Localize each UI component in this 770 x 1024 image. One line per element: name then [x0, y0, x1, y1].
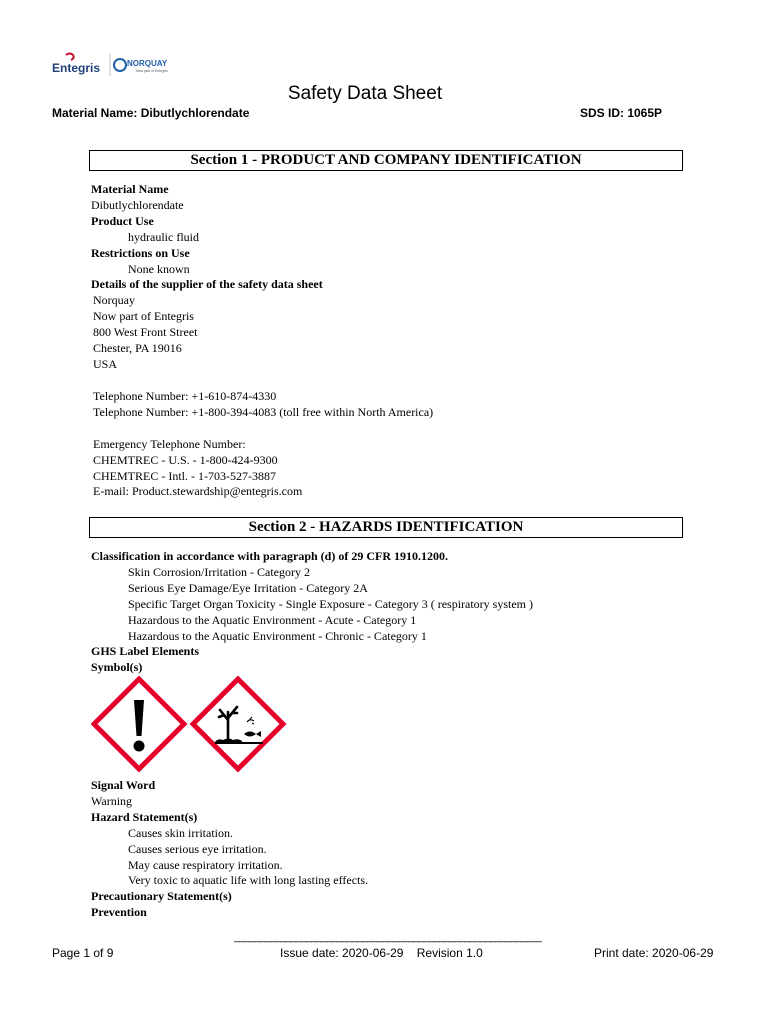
company-logos — [52, 52, 192, 78]
emergency-line: CHEMTREC - Intl. - 1-703-527-3887 — [93, 468, 276, 483]
ghs-pictograms — [91, 676, 291, 776]
telephone-line: Telephone Number: +1-610-874-4330 — [93, 388, 277, 403]
email-line: E-mail: Product.stewardship@entegris.com — [93, 484, 303, 499]
classification-label: Classification in accordance with paragraph (d) of 29 CFR 1910.1200. — [91, 549, 448, 563]
entegris-logo-text: Entegris — [52, 61, 101, 75]
footer-rule: ____________________________________________________________ — [233, 931, 542, 943]
exclamation-mark-icon — [94, 679, 184, 769]
issue-date: Issue date: 2020-06-29 Revision 1.0 — [280, 946, 483, 960]
emergency-line: Emergency Telephone Number: — [93, 436, 246, 451]
entegris-norquay-logo — [52, 52, 192, 78]
classification-item: Hazardous to the Aquatic Environment - Acute - Category 1 — [128, 612, 417, 627]
classification-item: Hazardous to the Aquatic Environment - Chronic - Category 1 — [128, 628, 427, 643]
prevention-label: Prevention — [91, 905, 147, 920]
section-1-title: Section 1 - PRODUCT AND COMPANY IDENTIFICATION — [89, 150, 683, 171]
material-name-header: Material Name: Dibutlychlorendate — [52, 106, 250, 120]
emergency-line: CHEMTREC - U.S. - 1-800-424-9300 — [93, 452, 278, 467]
address-line: 800 West Front Street — [93, 325, 198, 340]
hazard-statement: Causes skin irritation. — [128, 825, 233, 840]
product-use-value: hydraulic fluid — [128, 229, 199, 244]
print-date: Print date: 2020-06-29 — [594, 946, 714, 960]
section-2-classification — [91, 549, 533, 676]
ghs-label: GHS Label Elements — [91, 644, 200, 659]
hazard-statement: Causes serious eye irritation. — [128, 841, 267, 856]
signal-word-value: Warning — [91, 793, 133, 808]
restrictions-label: Restrictions on Use — [91, 245, 190, 260]
address-line: Now part of Entegris — [93, 309, 194, 324]
sds-id: SDS ID: 1065P — [580, 106, 663, 120]
supplier-label: Details of the supplier of the safety data sheet — [91, 277, 323, 292]
product-use-label: Product Use — [91, 213, 154, 228]
material-name-label: Material Name — [91, 182, 169, 196]
signal-word-label: Signal Word — [91, 778, 156, 792]
section-2-title: Section 2 - HAZARDS IDENTIFICATION — [89, 517, 683, 538]
address-line: Norquay — [93, 293, 135, 308]
telephone-line: Telephone Number: +1-800-394-4083 (toll free within North America) — [93, 404, 434, 419]
precautionary-label: Precautionary Statement(s) — [91, 889, 232, 904]
hazard-statements-label: Hazard Statement(s) — [91, 809, 198, 824]
norquay-logo-text: NORQUAY — [127, 59, 168, 68]
document-title: Safety Data Sheet — [287, 83, 443, 104]
classification-item: Skin Corrosion/Irritation - Category 2 — [128, 564, 310, 579]
hazard-statement: Very toxic to aquatic life with long lasting effects. — [128, 873, 369, 888]
restrictions-value: None known — [128, 261, 190, 276]
environment-icon — [193, 679, 283, 769]
classification-item: Serious Eye Damage/Eye Irritation - Category 2A — [128, 580, 368, 595]
address-line: Chester, PA 19016 — [93, 341, 182, 356]
section-2-label-elements — [91, 778, 368, 921]
section-1-body — [91, 182, 433, 500]
page-number: Page 1 of 9 — [52, 946, 114, 960]
material-name-value: Dibutlychlorendate — [91, 197, 184, 212]
symbols-label: Symbol(s) — [91, 660, 143, 675]
hazard-statement: May cause respiratory irritation. — [128, 857, 283, 872]
address-line: USA — [93, 356, 118, 371]
classification-item: Specific Target Organ Toxicity - Single Exposure - Category 3 ( respiratory system ) — [128, 596, 534, 611]
norquay-tagline: Now part of Entegris — [136, 69, 168, 73]
